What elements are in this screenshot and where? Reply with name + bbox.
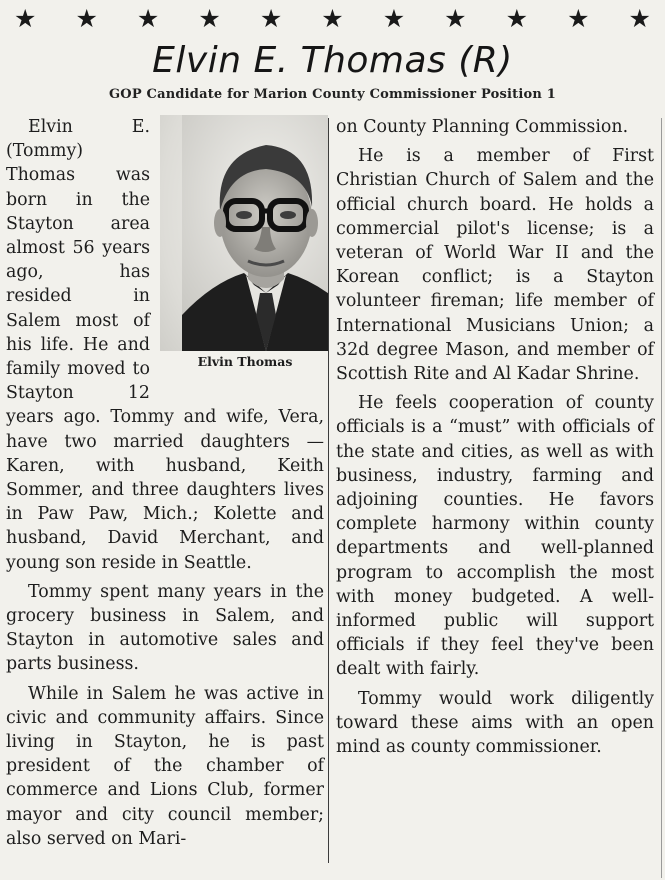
paragraph: Tommy would work diligently toward these aims with an open mind as county commissioner. bbox=[336, 688, 654, 758]
paragraph: He is a member of First Christian Church of Salem and the official church board. He holds a commercial pilot's license; is a veteran of World War II and the Korean conflict; is a Stayton volunteer fireman; life member of International Musicians Union; a 32d degree Mason, and member of Scottish Rite and Al Kadar Shrine. bbox=[336, 146, 654, 385]
star-icon: ★ bbox=[628, 3, 651, 33]
star-icon: ★ bbox=[505, 3, 529, 33]
star-icon: ★ bbox=[198, 3, 221, 33]
paragraph: He feels cooperation of county officials is a “must” with officials of the state and cities, as well as with business, industry, farming and adjoining counties. He favors complete harmony within county departments and well-planned program to accomplish the most with money budgeted. A well-informed public will support officials if they feel they've been dealt with fairly. bbox=[336, 393, 654, 680]
star-icon: ★ bbox=[444, 3, 467, 33]
star-icon: ★ bbox=[14, 3, 37, 33]
portrait-image bbox=[160, 115, 328, 351]
star-icon: ★ bbox=[382, 3, 406, 33]
star-icon: ★ bbox=[75, 3, 98, 33]
star-icon: ★ bbox=[567, 3, 590, 33]
star-icon: ★ bbox=[259, 3, 283, 33]
star-icon: ★ bbox=[136, 3, 160, 33]
article-column-right bbox=[336, 115, 654, 759]
paragraph-text: Elvin E. (Tommy) Thomas was born in the Stayton area almost 56 years ago, has resided in Salem most of his life. He and family moved to Stayton 12 years ago. Tommy and wife, Vera, have two married daughters — Karen, with husband, Keith Sommer, and three daughters lives in Paw Paw, Mich.; Kolette and husband, David Merchant, and young son reside in Seattle. bbox=[6, 117, 324, 573]
subheadline: GOP Candidate for Marion County Commissioner Position 1 bbox=[109, 87, 556, 102]
portrait-photo bbox=[154, 115, 330, 387]
star-icon: ★ bbox=[321, 3, 344, 33]
page-edge-rule bbox=[661, 118, 662, 878]
star-row bbox=[14, 4, 651, 32]
paragraph: While in Salem he was active in civic and community affairs. Since living in Stayton, he is past president of the chamber of commerce and Lions Club, former mayor and city council member; also served on Mari- bbox=[6, 683, 324, 849]
paragraph: Tommy spent many years in the grocery business in Salem, and Stayton in automotive sales and parts business. bbox=[6, 581, 324, 675]
paragraph bbox=[6, 115, 324, 575]
article-column-left bbox=[6, 115, 324, 851]
headline: Elvin E. Thomas (R) bbox=[152, 40, 513, 81]
paragraph: on County Planning Commission. bbox=[336, 117, 629, 137]
photo-caption: Elvin Thomas bbox=[197, 354, 293, 369]
